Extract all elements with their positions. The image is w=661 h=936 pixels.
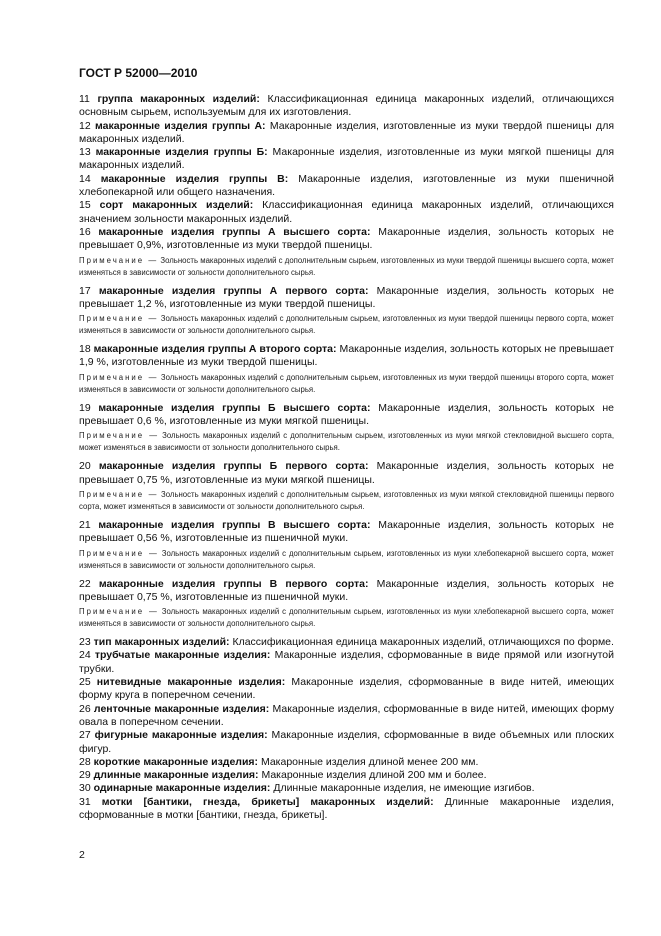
entry-term: ленточные макаронные изделия: bbox=[93, 702, 270, 715]
entry-number: 30 bbox=[79, 782, 91, 795]
entry-text: Макаронные изделия, зольность которых не превышает 0,56 %, изготовленные из пшеничной муки. bbox=[79, 518, 614, 545]
entry-number: 25 bbox=[79, 676, 91, 689]
entry-text: Классификационная единица макаронных изделий, отличающихся значением зольности макаронных изделий. bbox=[79, 199, 614, 225]
entry-term: фигурные макаронные изделия: bbox=[94, 729, 268, 742]
entry-number: 15 bbox=[79, 199, 91, 212]
definition-19 bbox=[79, 402, 614, 429]
note-20 bbox=[79, 489, 614, 513]
definition-20 bbox=[79, 460, 614, 487]
definition-15 bbox=[79, 199, 614, 226]
entry-number: 24 bbox=[79, 649, 91, 662]
note-label: Примечание — bbox=[79, 255, 159, 265]
note-label: Примечание — bbox=[79, 372, 159, 382]
entry-text: Макаронные изделия, зольность которых не превышает 0,9%, изготовленные из муки твердой пшеницы. bbox=[79, 225, 614, 252]
entry-number: 27 bbox=[79, 729, 91, 742]
note-text: Зольность макаронных изделий с дополнительным сырьем, изготовленных из муки твердой пшеницы второго сорта, может изменяться в зависимости от зольности дополнительного сырья. bbox=[79, 372, 615, 394]
definition-26 bbox=[79, 703, 614, 730]
entry-text: Макаронные изделия, изготовленные из муки пшеничной хлебопекарной или общего назначения. bbox=[79, 172, 614, 199]
entry-number: 17 bbox=[79, 284, 91, 297]
definitions-list bbox=[79, 93, 614, 822]
definition-14 bbox=[79, 173, 614, 200]
note-text: Зольность макаронных изделий с дополнительным сырьем, изготовленных из муки твердой пшеницы высшего сорта, может изменяться в зависимости от зольности дополнительного сырья. bbox=[79, 255, 615, 277]
entry-number: 18 bbox=[79, 343, 91, 356]
entry-text: Макаронные изделия, сформованные в виде нитей, имеющих форму овала в поперечном сечении. bbox=[79, 702, 614, 728]
entry-text: Макаронные изделия длиной 200 мм и более. bbox=[261, 769, 487, 782]
entry-term: макаронные изделия группы В высшего сорта: bbox=[98, 518, 371, 531]
note-text: Зольность макаронных изделий с дополнительным сырьем, изготовленных из муки мягкой стекловидной высшего сорта, может изменяться в зависимости от зольности дополнительного сырья. bbox=[79, 431, 615, 453]
entry-number: 11 bbox=[79, 93, 90, 105]
definition-12 bbox=[79, 120, 614, 147]
entry-term: макаронные изделия группы Б: bbox=[95, 146, 268, 159]
note-18 bbox=[79, 372, 614, 396]
entry-text: Макаронные изделия, сформованные в виде прямой или изогнутой трубки. bbox=[79, 649, 615, 675]
note-label: Примечание — bbox=[79, 548, 159, 558]
entry-text: Макаронные изделия, сформованные в виде нитей, имеющих форму круга в поперечном сечении. bbox=[79, 676, 614, 702]
entry-text: Длинные макаронные изделия, сформованные в мотки [бантики, гнезда, брикеты]. bbox=[79, 795, 615, 821]
definition-11 bbox=[79, 93, 614, 120]
entry-text: Макаронные изделия, зольность которых не превышает 0,75 %, изготовленные из муки мягкой пшеницы. bbox=[79, 460, 614, 486]
entry-term: макаронные изделия группы А второго сорта: bbox=[93, 343, 337, 356]
entry-term: группа макаронных изделий: bbox=[97, 93, 260, 105]
entry-number: 13 bbox=[79, 146, 91, 159]
entry-number: 20 bbox=[79, 460, 91, 473]
definition-21 bbox=[79, 519, 614, 546]
entry-number: 21 bbox=[79, 518, 91, 531]
definition-28 bbox=[79, 756, 614, 769]
entry-term: тип макаронных изделий: bbox=[93, 636, 230, 649]
entry-term: макаронные изделия группы Б высшего сорта: bbox=[98, 401, 371, 414]
entry-term: макаронные изделия группы А высшего сорта: bbox=[98, 225, 371, 238]
entry-text: Макаронные изделия, зольность которых не превышает 0,75 %, изготовленные из пшеничной муки. bbox=[79, 577, 615, 603]
entry-term: макаронные изделия группы В первого сорта: bbox=[98, 577, 369, 590]
entry-number: 14 bbox=[79, 172, 91, 185]
entry-term: трубчатые макаронные изделия: bbox=[94, 649, 271, 662]
note-label: Примечание — bbox=[79, 489, 159, 499]
entry-text: Макаронные изделия, зольность которых не превышает 1,9 %, изготовленные из муки твердой пшеницы. bbox=[79, 343, 615, 369]
entry-term: макаронные изделия группы В: bbox=[100, 172, 289, 185]
entry-number: 31 bbox=[79, 795, 91, 808]
entry-term: одинарные макаронные изделия: bbox=[93, 782, 271, 795]
definition-25 bbox=[79, 676, 614, 703]
definition-29 bbox=[79, 769, 614, 782]
entry-term: макаронные изделия группы А первого сорта: bbox=[98, 284, 369, 297]
page-number: 2 bbox=[79, 849, 85, 861]
definition-18 bbox=[79, 343, 614, 370]
entry-number: 12 bbox=[79, 119, 91, 132]
entry-text: Длинные макаронные изделия, не имеющие изгибов. bbox=[273, 782, 535, 795]
definition-31 bbox=[79, 796, 614, 823]
note-16 bbox=[79, 255, 614, 279]
definition-30 bbox=[79, 782, 614, 795]
entry-number: 23 bbox=[79, 636, 91, 649]
note-text: Зольность макаронных изделий с дополнительным сырьем, изготовленных из муки мягкой стекловидной пшеницы первого сорта, может изменяться в зависимости от зольности дополнительного сырья. bbox=[79, 489, 615, 511]
entry-text: Макаронные изделия, зольность которых не превышает 0,6 %, изготовленные из муки мягкой пшеницы. bbox=[79, 401, 614, 428]
note-22 bbox=[79, 606, 614, 630]
entry-term: нитевидные макаронные изделия: bbox=[96, 676, 286, 689]
document-header: ГОСТ Р 52000—2010 bbox=[79, 66, 198, 80]
entry-term: сорт макаронных изделий: bbox=[99, 199, 254, 212]
definition-16 bbox=[79, 226, 614, 253]
note-19 bbox=[79, 430, 614, 454]
note-label: Примечание — bbox=[79, 607, 159, 617]
entry-text: Макаронные изделия, зольность которых не превышает 1,2 %, изготовленные из муки твердой пшеницы. bbox=[79, 284, 615, 310]
note-21 bbox=[79, 548, 614, 572]
entry-number: 28 bbox=[79, 755, 91, 768]
definition-23 bbox=[79, 636, 614, 649]
note-label: Примечание — bbox=[79, 431, 160, 441]
entry-text: Классификационная единица макаронных изделий, отличающихся основным сырьем, используемым для их изготовления. bbox=[79, 93, 615, 119]
entry-term: длинные макаронные изделия: bbox=[93, 769, 259, 782]
entry-number: 29 bbox=[79, 769, 91, 782]
entry-text: Макаронные изделия, сформованные в виде объемных или плоских фигур. bbox=[79, 729, 614, 755]
entry-number: 26 bbox=[79, 702, 91, 715]
note-text: Зольность макаронных изделий с дополнительным сырьем, изготовленных из муки твердой пшеницы первого сорта, может изменяться в зависимости от зольности дополнительного сырья. bbox=[79, 314, 614, 336]
note-17 bbox=[79, 313, 614, 337]
definition-17 bbox=[79, 285, 614, 312]
note-label: Примечание — bbox=[79, 314, 159, 324]
definition-22 bbox=[79, 578, 614, 605]
note-text: Зольность макаронных изделий с дополнительным сырьем, изготовленных из муки хлебопекарной высшего сорта, может изменяться в зависимости от зольности дополнительного сырья. bbox=[79, 607, 614, 629]
definition-13 bbox=[79, 146, 614, 173]
entry-text: Макаронные изделия, изготовленные из муки твердой пшеницы для макаронных изделий. bbox=[79, 119, 614, 145]
entry-text: Макаронные изделия длиной менее 200 мм. bbox=[260, 755, 479, 768]
entry-text: Макаронные изделия, изготовленные из муки мягкой пшеницы для макаронных изделий. bbox=[79, 146, 615, 172]
note-text: Зольность макаронных изделий с дополнительным сырьем, изготовленных из муки хлебопекарной высшего сорта, может изменяться в зависимости от зольности дополнительного сырья. bbox=[79, 548, 614, 570]
entry-number: 19 bbox=[79, 401, 91, 414]
definition-24 bbox=[79, 649, 614, 676]
entry-number: 22 bbox=[79, 577, 91, 590]
entry-number: 16 bbox=[79, 225, 91, 238]
entry-term: мотки [бантики, гнезда, брикеты] макаронных изделий: bbox=[101, 795, 434, 808]
entry-text: Классификационная единица макаронных изделий, отличающихся по форме. bbox=[232, 636, 614, 649]
entry-term: короткие макаронные изделия: bbox=[93, 755, 259, 768]
entry-term: макаронные изделия группы Б первого сорта: bbox=[98, 460, 369, 473]
entry-term: макаронные изделия группы А: bbox=[95, 119, 266, 132]
definition-27 bbox=[79, 729, 614, 756]
